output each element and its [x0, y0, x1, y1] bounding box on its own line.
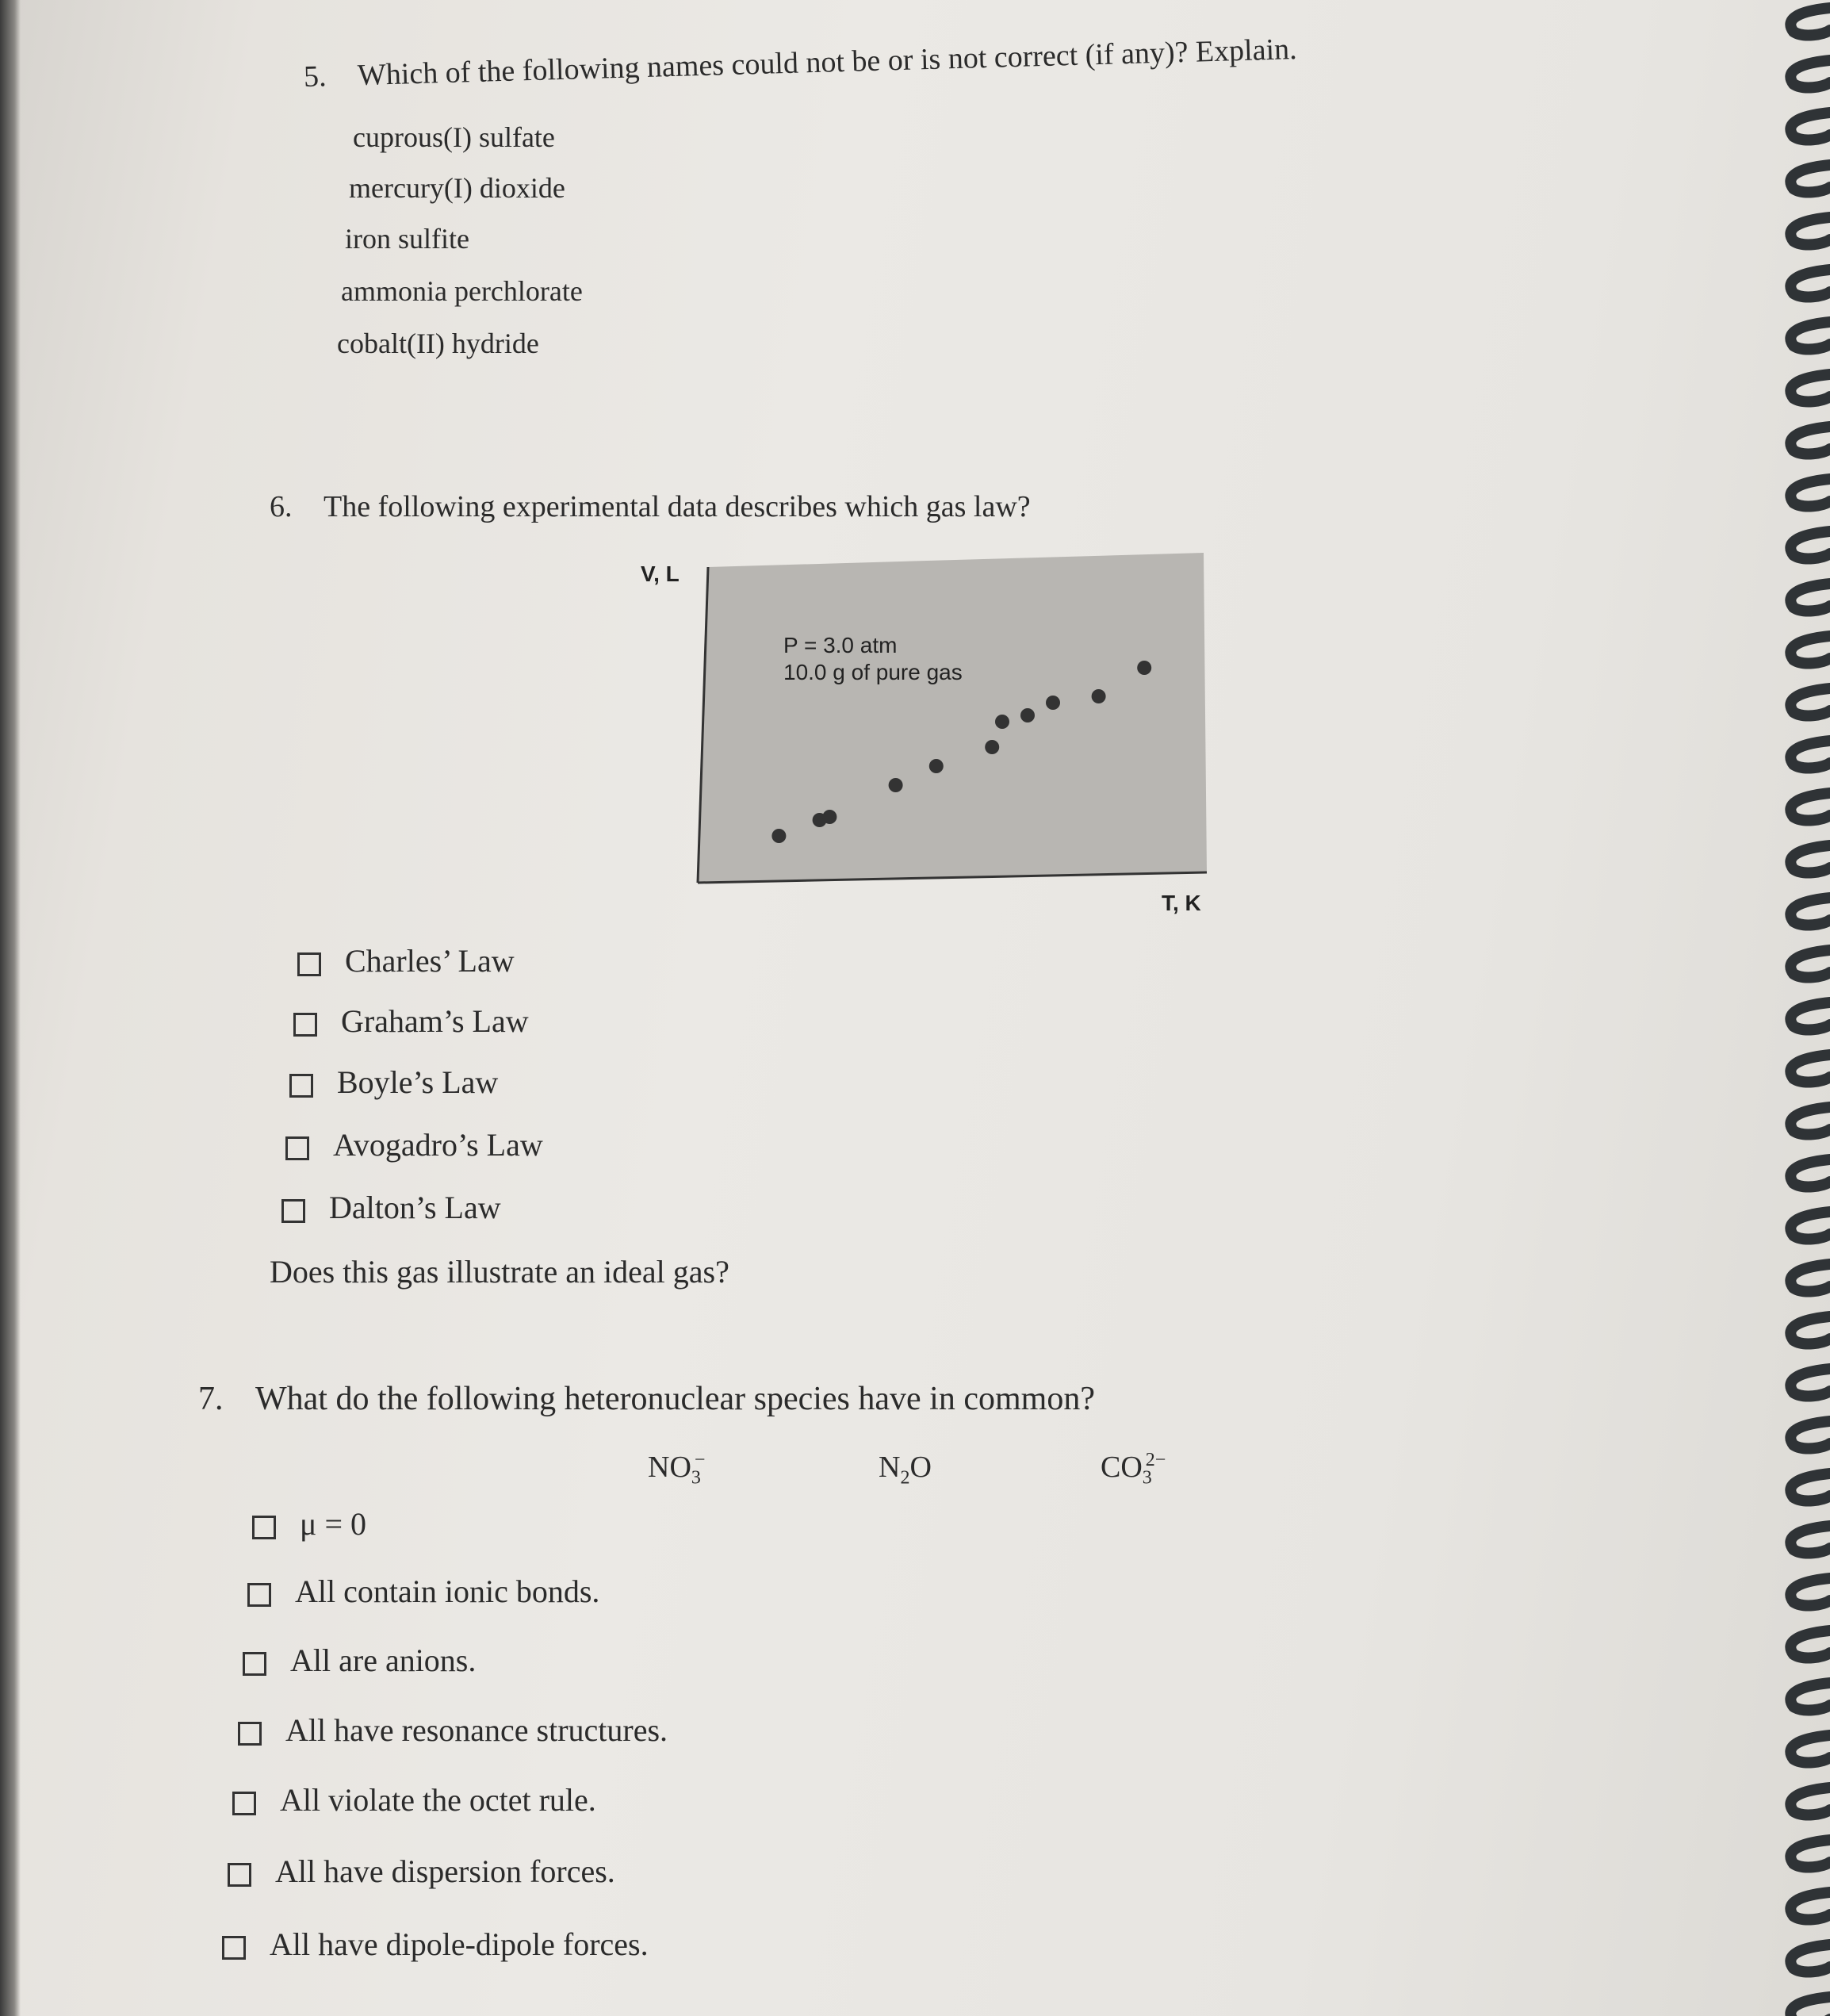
binding-coil [1790, 950, 1830, 977]
page-edge-shadow [0, 0, 21, 2016]
question-text: What do the following heteronuclear species have in common? [255, 1381, 1095, 1417]
binding-coil [1790, 636, 1830, 663]
option-grahams-law[interactable] [293, 1002, 529, 1040]
option-label: All violate the octet rule. [280, 1782, 596, 1818]
binding-coil [1790, 1683, 1830, 1710]
binding-coil [1790, 584, 1830, 611]
chart-annotation-mass: 10.0 g of pure gas [783, 660, 963, 684]
question-number: 5. [303, 59, 327, 94]
binding-coil [1790, 60, 1830, 87]
data-point [929, 759, 944, 773]
question-text: Which of the following names could not be or is not correct (if any)? Explain. [357, 33, 1298, 93]
question-5 [303, 32, 1297, 94]
data-point [1092, 689, 1106, 703]
binding-coil [1790, 374, 1830, 401]
question-6 [270, 489, 1031, 524]
binding-coil [1790, 1997, 1830, 2016]
option-label: Dalton’s Law [329, 1190, 501, 1225]
binding-coil [1790, 1474, 1830, 1501]
y-axis-label: V, L [641, 561, 680, 586]
binding-coil [1790, 531, 1830, 558]
binding-coil [1790, 1159, 1830, 1186]
option-anions[interactable] [243, 1642, 476, 1679]
binding-coil [1790, 1631, 1830, 1658]
spiral-binding [1767, 0, 1830, 2016]
option-label: μ = 0 [300, 1506, 367, 1542]
checkbox[interactable] [228, 1863, 251, 1887]
species-carbonate: $CO_3^{2-}$ [1101, 1450, 1166, 1489]
binding-coil [1790, 1421, 1830, 1448]
checkbox[interactable] [293, 1013, 317, 1037]
option-label: All have dipole-dipole forces. [270, 1926, 649, 1962]
binding-coil [1790, 1107, 1830, 1134]
data-point [771, 829, 786, 843]
binding-coil [1790, 1892, 1830, 1919]
option-label: All have dispersion forces. [275, 1853, 615, 1889]
binding-coil [1790, 741, 1830, 768]
option-boyles-law[interactable] [289, 1064, 498, 1101]
binding-coil [1790, 8, 1830, 35]
checkbox[interactable] [222, 1936, 246, 1960]
option-label: Boyle’s Law [337, 1064, 499, 1100]
data-point [995, 715, 1009, 729]
option-avogadros-law[interactable] [285, 1126, 543, 1163]
option-resonance[interactable] [238, 1711, 668, 1749]
scatter-chart [618, 547, 1221, 920]
option-zero-dipole[interactable] [252, 1505, 366, 1543]
binding-coil [1790, 1264, 1830, 1291]
checkbox[interactable] [285, 1136, 309, 1160]
binding-coil [1790, 1840, 1830, 1867]
option-daltons-law[interactable] [281, 1189, 501, 1226]
binding-coil [1790, 793, 1830, 820]
binding-coil [1790, 1055, 1830, 1082]
species-nitrous-oxide: $N_2O$ [879, 1451, 932, 1489]
option-label: Avogadro’s Law [333, 1127, 543, 1163]
option-label: All are anions. [290, 1642, 477, 1678]
option-charles-law[interactable] [297, 942, 515, 979]
question-number: 6. [270, 490, 293, 523]
checkbox[interactable] [247, 1583, 271, 1607]
checkbox[interactable] [281, 1199, 305, 1223]
binding-coil [1790, 1788, 1830, 1815]
binding-coil [1790, 1212, 1830, 1239]
binding-coil [1790, 898, 1830, 925]
list-item: ammonia perchlorate [341, 275, 583, 307]
list-item: cobalt(II) hydride [337, 328, 539, 359]
option-label: All have resonance structures. [285, 1712, 668, 1748]
binding-coil [1790, 270, 1830, 297]
list-item: iron sulfite [345, 223, 469, 255]
species-nitrate: $NO_3^-$ [648, 1450, 706, 1489]
checkbox[interactable] [297, 952, 321, 976]
list-item: cuprous(I) sulfate [353, 121, 555, 153]
binding-coil [1790, 427, 1830, 454]
binding-coil [1790, 1002, 1830, 1029]
binding-coil [1790, 479, 1830, 506]
binding-coil [1790, 165, 1830, 192]
option-label: Graham’s Law [341, 1003, 529, 1039]
binding-coil [1790, 322, 1830, 349]
binding-coil [1790, 845, 1830, 872]
question-text: The following experimental data describes which gas law? [324, 490, 1031, 523]
data-point [985, 740, 999, 754]
binding-coil [1790, 1735, 1830, 1762]
binding-coil [1790, 688, 1830, 715]
checkbox[interactable] [243, 1652, 266, 1676]
x-axis-label: T, K [1162, 891, 1201, 915]
data-point [1020, 708, 1035, 722]
checkbox[interactable] [238, 1722, 262, 1746]
option-dipole-dipole[interactable] [222, 1926, 649, 1963]
option-ionic-bonds[interactable] [247, 1573, 599, 1610]
binding-coil [1790, 1369, 1830, 1396]
checkbox[interactable] [252, 1516, 276, 1539]
option-label: Charles’ Law [345, 943, 515, 979]
binding-coil [1790, 217, 1830, 244]
binding-coil [1790, 113, 1830, 140]
data-point [822, 810, 837, 824]
binding-coil [1790, 1578, 1830, 1605]
checkbox[interactable] [232, 1792, 256, 1815]
binding-coils [1790, 8, 1830, 2016]
question-6-followup: Does this gas illustrate an ideal gas? [270, 1254, 729, 1290]
data-point [1137, 661, 1151, 675]
question-7 [198, 1380, 1095, 1418]
option-dispersion[interactable] [228, 1853, 615, 1890]
question-number: 7. [198, 1381, 224, 1417]
checkbox[interactable] [289, 1074, 313, 1098]
binding-coil [1790, 1317, 1830, 1343]
chart-annotation-pressure: P = 3.0 atm [783, 633, 898, 657]
data-point [1046, 696, 1060, 710]
option-label: All contain ionic bonds. [295, 1573, 600, 1609]
binding-coil [1790, 1945, 1830, 1972]
list-item: mercury(I) dioxide [349, 172, 565, 204]
option-octet-violation[interactable] [232, 1781, 596, 1819]
data-point [889, 778, 903, 792]
binding-coil [1790, 1526, 1830, 1553]
